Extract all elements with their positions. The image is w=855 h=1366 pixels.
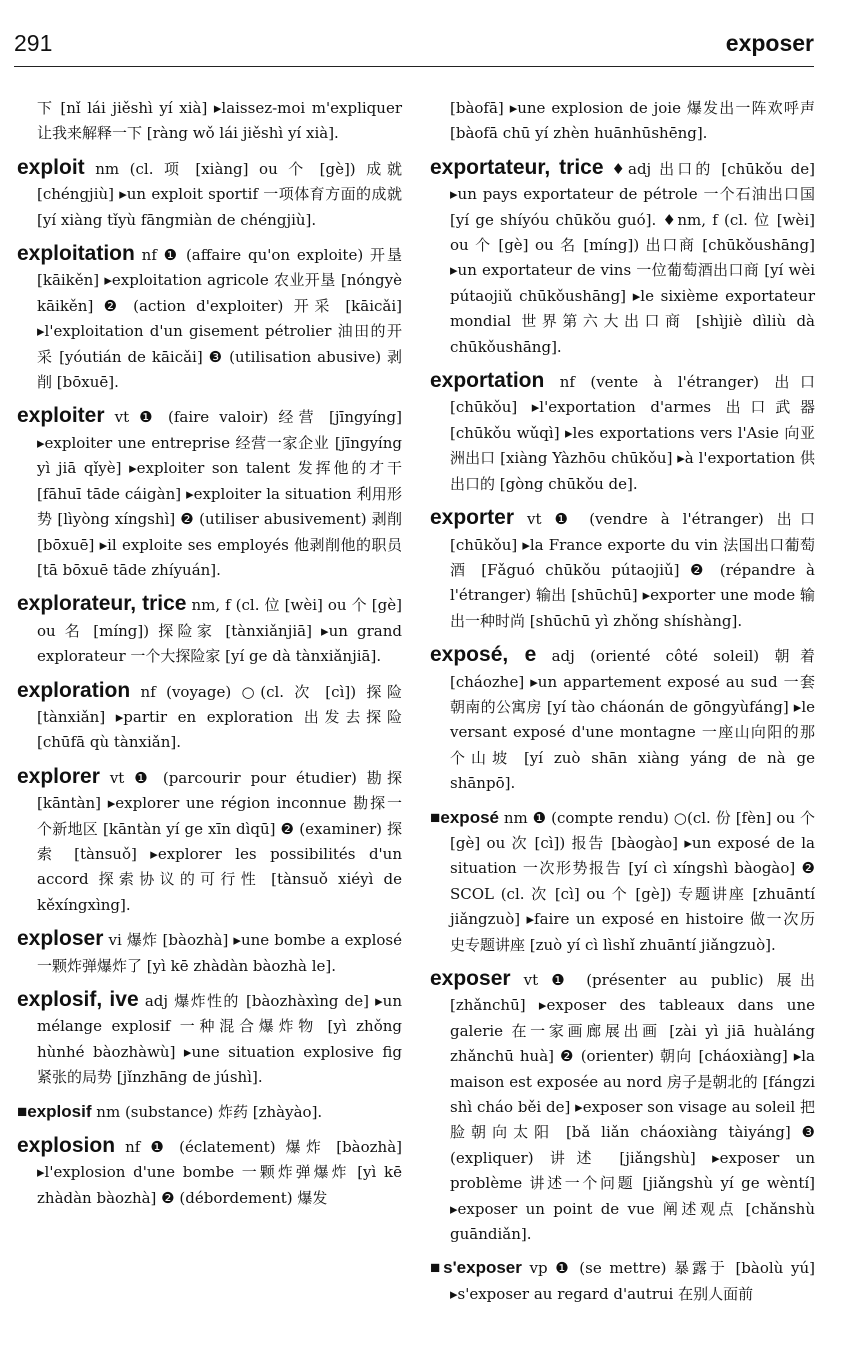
headword: exploitation (17, 242, 135, 266)
entry-body: vi 爆炸 [bàozhà] ▸une bombe a explosé 一颗炸弹爆炸了 [yì kē zhàdàn bàozhà le]. (37, 931, 402, 975)
entry-body: nf ❶ (affaire qu'on exploite) 开垦 [kāikěn] ▸exploitation agricole 农业开垦 [nóngyè kāikěn] ❷ (action d'exploiter) 开采 [kāicǎi] ▸l'exploitation d'un gisement pétrolier 油田的开采 [yóutián de kāicǎi] ❸ (utilisation abusive) 剥削 [bōxuē]. (37, 246, 402, 392)
subheadword: ■exposé (430, 807, 499, 827)
dictionary-entry (430, 966, 815, 1247)
dictionary-entry (17, 926, 402, 979)
entry-body: nm, f (cl. 位 [wèi] ou 个 [gè] ou 名 [míng]) 探险家 [tànxiǎnjiā] ▸un grand explorateur 一个大探险家 [yí ge dà tànxiǎnjiā]. (37, 596, 402, 666)
dictionary-entry (430, 96, 815, 147)
right-column (430, 96, 815, 1315)
dictionary-entry (17, 1133, 402, 1211)
headword: exportation (430, 369, 545, 393)
dictionary-entry (17, 155, 402, 233)
left-column (17, 96, 402, 1219)
entry-body: adj (orienté côté soleil) 朝着 [cháozhe] ▸un appartement exposé au sud 一套朝南的公寓房 [yí tào cháonán de gōngyùfáng] ▸le versant exposé d'une montagne 一座山向阳的那个山坡 [yí zuò shān xiàng yáng de nà ge shānpō]. (450, 647, 815, 793)
headword: exposé, e (430, 643, 537, 667)
entry-body: [bàofā] ▸une explosion de joie 爆发出一阵欢呼声 [bàofā chū yí zhèn huānhūshēng]. (450, 99, 815, 143)
dictionary-entry (430, 368, 815, 497)
dictionary-entry (17, 96, 402, 147)
dictionary-entry (17, 987, 402, 1091)
headword: exportateur, trice (430, 155, 604, 179)
dictionary-entry (430, 642, 815, 796)
entry-body: vt ❶ (présenter au public) 展出 [zhǎnchū] ▸exposer des tableaux dans une galerie 在一家画廊展出画 [zài yì jiā huàláng zhǎnchū huà] ❷ (orienter) 朝向 [cháoxiàng] ▸la maison est exposée au nord 房子是朝北的 [fángzi shì cháo běi de] ▸exposer son visage au soleil 把脸朝向太阳 [bǎ liǎn cháoxiàng tàiyáng] ❸ (expliquer) 讲述 [jiǎngshù] ▸exposer un problème 讲述一个问题 [jiǎngshù yí ge wèntí] ▸exposer un point de vue 阐述观点 [chǎnshù guāndiǎn]. (450, 971, 815, 1244)
entry-body: nm ❶ (compte rendu) ○(cl. 份 [fèn] ou 个 [gè] ou 次 [cì]) 报告 [bàogào] ▸un exposé de la situation 一次形势报告 [yí cì xíngshì bàogào] ❷ SCOL (cl. 次 [cì] ou 个 [gè]) 专题讲座 [zhuāntí jiǎngzuò] ▸faire un exposé en histoire 做一次历史专题讲座 [zuò yí cì lìshǐ zhuāntí jiǎngzuò]. (450, 808, 815, 954)
dictionary-entry (17, 403, 402, 583)
headword: exploration (17, 678, 131, 702)
headword: explosif, ive (17, 988, 139, 1011)
entry-body: nf (voyage) ○(cl. 次 [cì]) 探险 [tànxiǎn] ▸partir en exploration 出发去探险 [chūfā qù tànxiǎn]. (37, 682, 402, 752)
entry-body: ♦adj 出口的 [chūkǒu de] ▸un pays exportateur de pétrole 一个石油出口国 [yí ge shíyóu chūkǒu guó]. ♦nm, f (cl. 位 [wèi] ou 个 [gè] ou 名 [míng]) 出口商 [chūkǒushāng] ▸un exportateur de vins 一位葡萄酒出口商 [yí wèi pútaojiǔ chūkǒushāng] ▸le sixième exportateur mondial 世界第六大出口商 [shìjiè dìliù dà chūkǒushāng]. (450, 159, 815, 356)
entry-body: nm (substance) 炸药 [zhàyào]. (96, 1102, 323, 1121)
headword: exporter (430, 506, 515, 530)
entry-body: vp ❶ (se mettre) 暴露于 [bàolù yú] ▸s'exposer au regard d'autrui 在别人面前 (450, 1259, 815, 1303)
entry-body: vt ❶ (vendre à l'étranger) 出口 [chūkǒu] ▸la France exporte du vin 法国出口葡萄酒 [Fǎguó chūkǒu pútaojiǔ] ❷ (répandre à l'étranger) 输出 [shūchū] ▸exporter une mode 输出一种时尚 [shūchū yì zhǒng shíshàng]. (450, 510, 815, 630)
headword: explosion (17, 1134, 116, 1158)
page-header (14, 28, 814, 67)
entry-body: vt ❶ (faire valoir) 经营 [jīngyíng] ▸exploiter une entreprise 经营一家企业 [jīngyíng yì jiā qǐyè] ▸exploiter son talent 发挥他的才干 [fāhuī tāde cáigàn] ▸exploiter la situation 利用形势 [lìyòng xíngshì] ❷ (utiliser abusivement) 剥削 [bōxuē] ▸il exploite ses employés 他剥削他的职员 [tā bōxuē tāde zhíyuán]. (37, 408, 402, 579)
entry-body: 下 [nǐ lái jiěshì yí xià] ▸laissez-moi m'expliquer 让我来解释一下 [ràng wǒ lái jiěshì yí xià]. (37, 99, 402, 143)
dictionary-entry (17, 764, 402, 918)
headword: explorer (17, 764, 100, 788)
subheadword: ■explosif (17, 1101, 92, 1121)
dictionary-subentry (17, 1099, 402, 1125)
dictionary-entry (17, 591, 402, 669)
dictionary-entry (17, 678, 402, 756)
headword: exploit (17, 155, 85, 179)
dictionary-entry (430, 505, 815, 634)
running-head: exposer (725, 30, 814, 56)
subheadword: ■s'exposer (430, 1258, 522, 1278)
entry-body: nf ❶ (éclatement) 爆炸 [bàozhà] ▸l'explosion d'une bombe 一颗炸弹爆炸 [yì kē zhàdàn bàozhà] ❷ (débordement) 爆发 (37, 1138, 402, 1207)
headword: exploiter (17, 404, 105, 428)
dictionary-subentry (430, 1255, 815, 1307)
entry-body: adj 爆炸性的 [bàozhàxìng de] ▸un mélange explosif 一种混合爆炸物 [yì zhǒng hùnhé bàozhàwù] ▸une situation explosive fig 紧张的局势 [jǐnzhāng de júshì]. (37, 992, 403, 1087)
entry-body: nf (vente à l'étranger) 出口 [chūkǒu] ▸l'exportation d'armes 出口武器 [chūkǒu wǔqì] ▸les exportations vers l'Asie 向亚洲出口 [xiàng Yàzhōu chūkǒu] ▸à l'exportation 供出口的 [gòng chūkǒu de]. (450, 373, 815, 493)
entry-body: nm (cl. 项 [xiàng] ou 个 [gè]) 成就 [chéngjiù] ▸un exploit sportif 一项体育方面的成就 [yí xiàng tǐyù fāngmiàn de chéngjiù]. (37, 159, 402, 229)
page-number: 291 (14, 30, 53, 56)
headword: explorateur, trice (17, 592, 187, 616)
dictionary-subentry (430, 805, 815, 958)
dictionary-entry (17, 241, 402, 395)
dictionary-entry (430, 155, 815, 360)
entry-body: vt ❶ (parcourir pour étudier) 勘探 [kāntàn] ▸explorer une région inconnue 勘探一个新地区 [kāntàn yí ge xīn dìqū] ❷ (examiner) 探索 [tànsuǒ] ▸explorer les possibilités d'un accord 探索协议的可行性 [tànsuǒ xiéyì de kěxíngxìng]. (37, 768, 402, 914)
headword: exposer (430, 967, 511, 990)
headword: exploser (17, 927, 104, 951)
